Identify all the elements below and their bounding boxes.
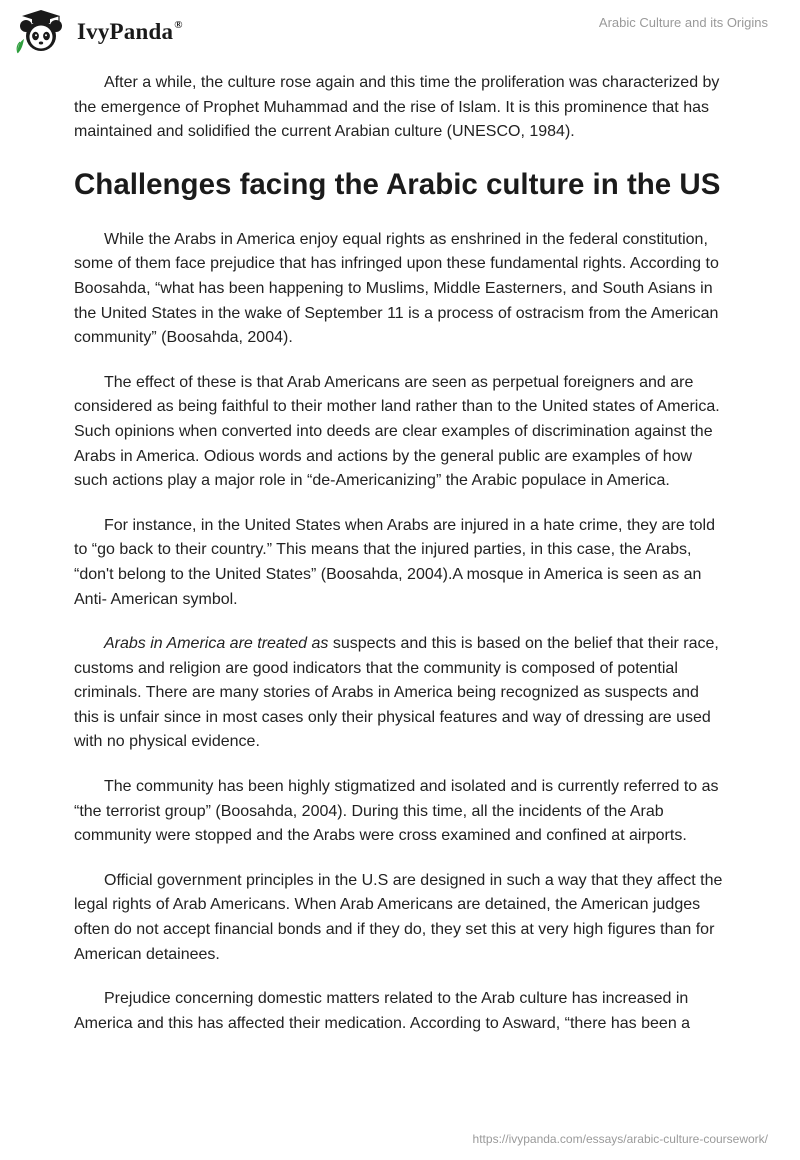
italic-phrase: Arabs in America are treated as <box>104 635 329 653</box>
registered-mark: ® <box>174 19 183 31</box>
ivypanda-logo[interactable] <box>15 9 183 55</box>
paragraph: While the Arabs in America enjoy equal rights as enshrined in the federal constitution, some of them face prejudice that has infringed upon these fundamental rights. According to Boosahda, “what has been happening to Muslims, Middle Easterners, and South Asians in the United States in the wake of September 11 is a process of ostracism from the American community” (Boosahda, 2004). <box>74 230 719 347</box>
paragraph <box>74 632 728 755</box>
panda-graduate-icon <box>15 9 71 55</box>
logo-wordmark <box>77 19 183 45</box>
paragraph: Prejudice concerning domestic matters related to the Arab culture has increased in America and this has affected their medication. According to Asward, “there has been a <box>74 990 691 1032</box>
logo-text: IvyPanda <box>77 19 174 44</box>
paragraph: For instance, in the United States when Arabs are injured in a hate crime, they are told to “go back to their country.” This means that the injured parties, in this case, the Arabs, “don't belong to the United States” (Boosahda, 2004).A mosque in America is seen as an Anti- American symbol. <box>74 516 715 608</box>
paragraph: Official government principles in the U.S are designed in such a way that they affect the legal rights of Arab Americans. When Arab Americans are detained, the American judges often do not accept financial bonds and if they do, they set this at very high figures than for American detainees. <box>74 871 723 963</box>
essay-content <box>74 71 728 1056</box>
section-heading: Challenges facing the Arabic culture in the US <box>74 167 721 201</box>
paragraph-text: suspects and this is based on the belief that their race, customs and religion are good indicators that the community is composed of potential criminals. There are many stories of Arabs in America being recognized as suspects and this is unfair since in most cases only their physical features and way of dressing are used with no physical evidence. <box>74 635 719 751</box>
source-url[interactable]: https://ivypanda.com/essays/arabic-culture-coursework/ <box>472 1132 768 1146</box>
paragraph: The community has been highly stigmatized and isolated and is currently referred to as “the terrorist group” (Boosahda, 2004). During this time, all the incidents of the Arab community were stopped and the Arabs were cross examined and confined at airports. <box>74 778 719 845</box>
running-title: Arabic Culture and its Origins <box>598 15 768 30</box>
paragraph: The effect of these is that Arab Americans are seen as perpetual foreigners and are considered as being faithful to their mother land rather than to the United states of America. Such opinions when converted into deeds are clear examples of discrimination against the Arabs in America. Odious words and actions by the general public are examples of how such actions play a major role in “de-Americanizing” the Arabic populace in America. <box>74 373 720 490</box>
paragraph: After a while, the culture rose again and this time the proliferation was characterized by the emergence of Prophet Muhammad and the rise of Islam. It is this prominence that has maintained and solidified the current Arabian culture (UNESCO, 1984). <box>74 74 720 141</box>
